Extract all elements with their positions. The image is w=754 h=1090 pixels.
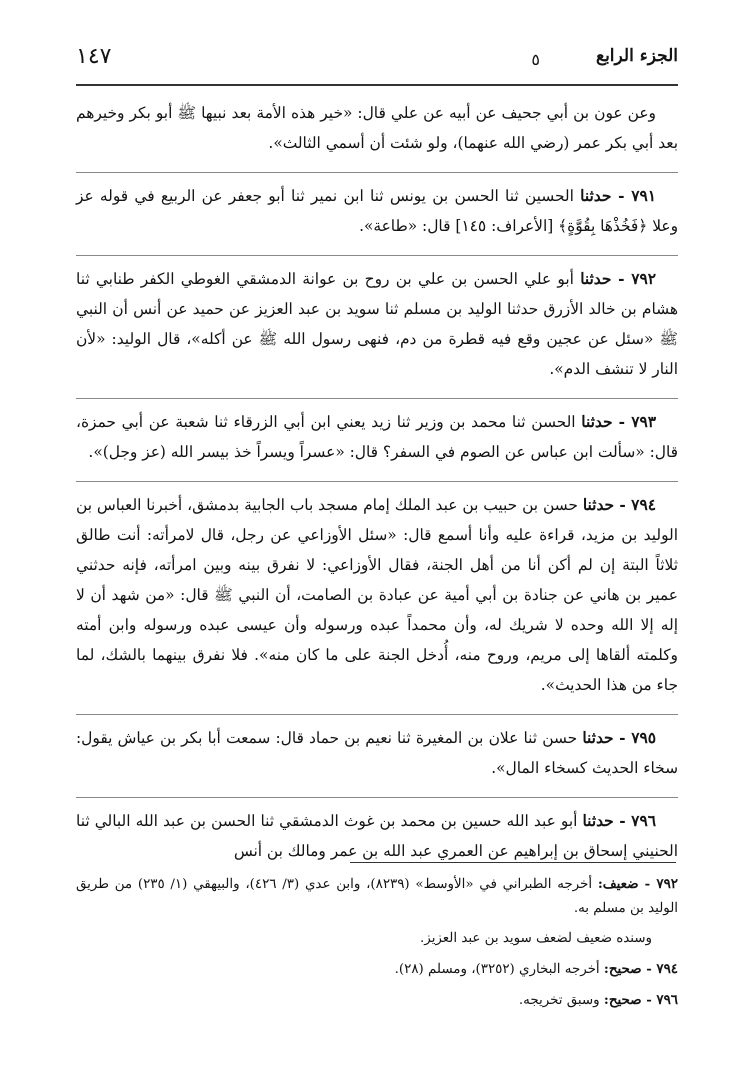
page-number: ١٤٧ bbox=[76, 44, 112, 69]
hadith-number: ٧٩٥ - حدثنا bbox=[582, 729, 656, 747]
footnote-number: ٧٩٢ - ضعيف: bbox=[597, 876, 678, 892]
hadith-number: ٧٩٤ - حدثنا bbox=[582, 496, 656, 514]
footnote-text: وسنده ضعيف لضعف سويد بن عبد العزيز. bbox=[420, 931, 652, 946]
hadith-793 bbox=[76, 398, 678, 467]
hadith-792 bbox=[76, 255, 678, 384]
hadith-number: ٧٩٦ - حدثنا bbox=[582, 812, 656, 830]
main-text bbox=[76, 98, 678, 880]
page-header bbox=[76, 40, 678, 88]
paragraph-text: وعن عون بن أبي جحيف عن أبيه عن علي قال: «خير هذه الأمة بعد نبيها ﷺ أبو بكر وخيرهم بعد أبي بكر عمر (رضي الله عنهما)، ولو شئت أن أسمي الثالث». bbox=[76, 104, 678, 152]
hadith-795 bbox=[76, 714, 678, 783]
footnote-text: أخرجه البخاري (٣٢٥٢)، ومسلم (٢٨). bbox=[394, 962, 604, 977]
hadith-number: ٧٩١ - حدثنا bbox=[580, 187, 656, 205]
hadith-text: حسن ثنا علان بن المغيرة ثنا نعيم بن حماد قال: سمعت أبا بكر بن عياش يقول: سخاء الحديث كسخاء المال». bbox=[76, 729, 678, 777]
hadith-796 bbox=[76, 797, 678, 866]
hadith-number: ٧٩٢ - حدثنا bbox=[580, 270, 656, 288]
hadith-number: ٧٩٣ - حدثنا bbox=[581, 413, 656, 431]
footnote-text: وسبق تخريجه. bbox=[518, 993, 604, 1008]
footnote-792-note bbox=[76, 927, 678, 951]
paragraph-intro bbox=[76, 98, 678, 158]
footnote-text: أخرجه الطبراني في «الأوسط» (٨٢٣٩)، وابن عدي (٣/ ٤٢٦)، والبيهقي (١/ ٢٣٥) من طريق الوليد بن مسلم به. bbox=[76, 877, 678, 916]
footnote-number: ٧٩٤ - صحيح: bbox=[603, 961, 678, 977]
header-rule bbox=[76, 84, 678, 86]
hadith-791 bbox=[76, 172, 678, 241]
hadith-text: أبو عبد الله حسين بن محمد بن غوث الدمشقي ثنا الحسن بن عبد الله البالي ثنا الحنيني إسحاق بن إبراهيم عن العمري عبد الله بن عمر ومالك بن أنس bbox=[76, 812, 678, 860]
hadith-794 bbox=[76, 481, 678, 700]
footnote-792 bbox=[76, 872, 678, 921]
footnote-rule bbox=[350, 862, 676, 863]
running-title: الجزء الرابع bbox=[596, 46, 678, 66]
footnote-794 bbox=[76, 957, 678, 982]
footnotes bbox=[76, 872, 678, 1019]
hadith-text: حسن بن حبيب بن عبد الملك إمام مسجد باب الجابية بدمشق، أخبرنا العباس بن الوليد بن مزيد، قراءة عليه وأنا أسمع قال: «سئل الأوزاعي عن رجل، قال لامرأته: أنت طالق ثلاثاً البتة إن لم أكن أنا من أهل الجنة، فقال الأوزاعي: لا نفرق بينه وبين امرأته، فإنه حدثني عمير بن هاني عن جنادة بن أبي أمية عن عبادة بن الصامت، أن النبي ﷺ قال: «من شهد أن لا إله إلا الله وحده لا شريك له، وأن محمداً عبده ورسوله وأن عيسى عبده ورسوله وابن أمته وكلمته ألقاها إلى مريم، وروح منه، أُدخل الجنة على ما كان منه». فلا نفرق بينهما بالشك، لما جاء من هذا الحديث». bbox=[76, 496, 678, 694]
header-bullet: ٥ bbox=[531, 50, 540, 69]
hadith-text: أبو علي الحسن بن علي بن روح بن عوانة الدمشقي الغوطي الكفر طنابي ثنا هشام بن خالد الأزرق حدثنا الوليد بن مسلم ثنا سويد بن عبد العزيز عن حميد عن أنس أن النبي ﷺ «سئل عن عجين وقع فيه قطرة من دم، فنهى رسول الله ﷺ عن أكله»، قال الوليد: «لأن النار لا تنشف الدم». bbox=[76, 270, 678, 378]
footnote-number: ٧٩٦ - صحيح: bbox=[603, 992, 678, 1008]
hadith-text: الحسن ثنا محمد بن وزير ثنا زيد يعني ابن أبي الزرقاء ثنا شعبة عن أبي حمزة، قال: «سألت ابن عباس عن الصوم في السفر؟ قال: «عسراً ويسراً خذ بيسر الله (عز وجل)». bbox=[76, 413, 678, 461]
hadith-text: الحسين ثنا الحسن بن يونس ثنا ابن نمير ثنا أبو جعفر عن الربيع في قوله عز وعلا ﴿فَخُذْهَا بِقُوَّةٍ﴾ [الأعراف: ١٤٥] قال: «طاعة». bbox=[76, 187, 678, 235]
footnote-796 bbox=[76, 988, 678, 1013]
